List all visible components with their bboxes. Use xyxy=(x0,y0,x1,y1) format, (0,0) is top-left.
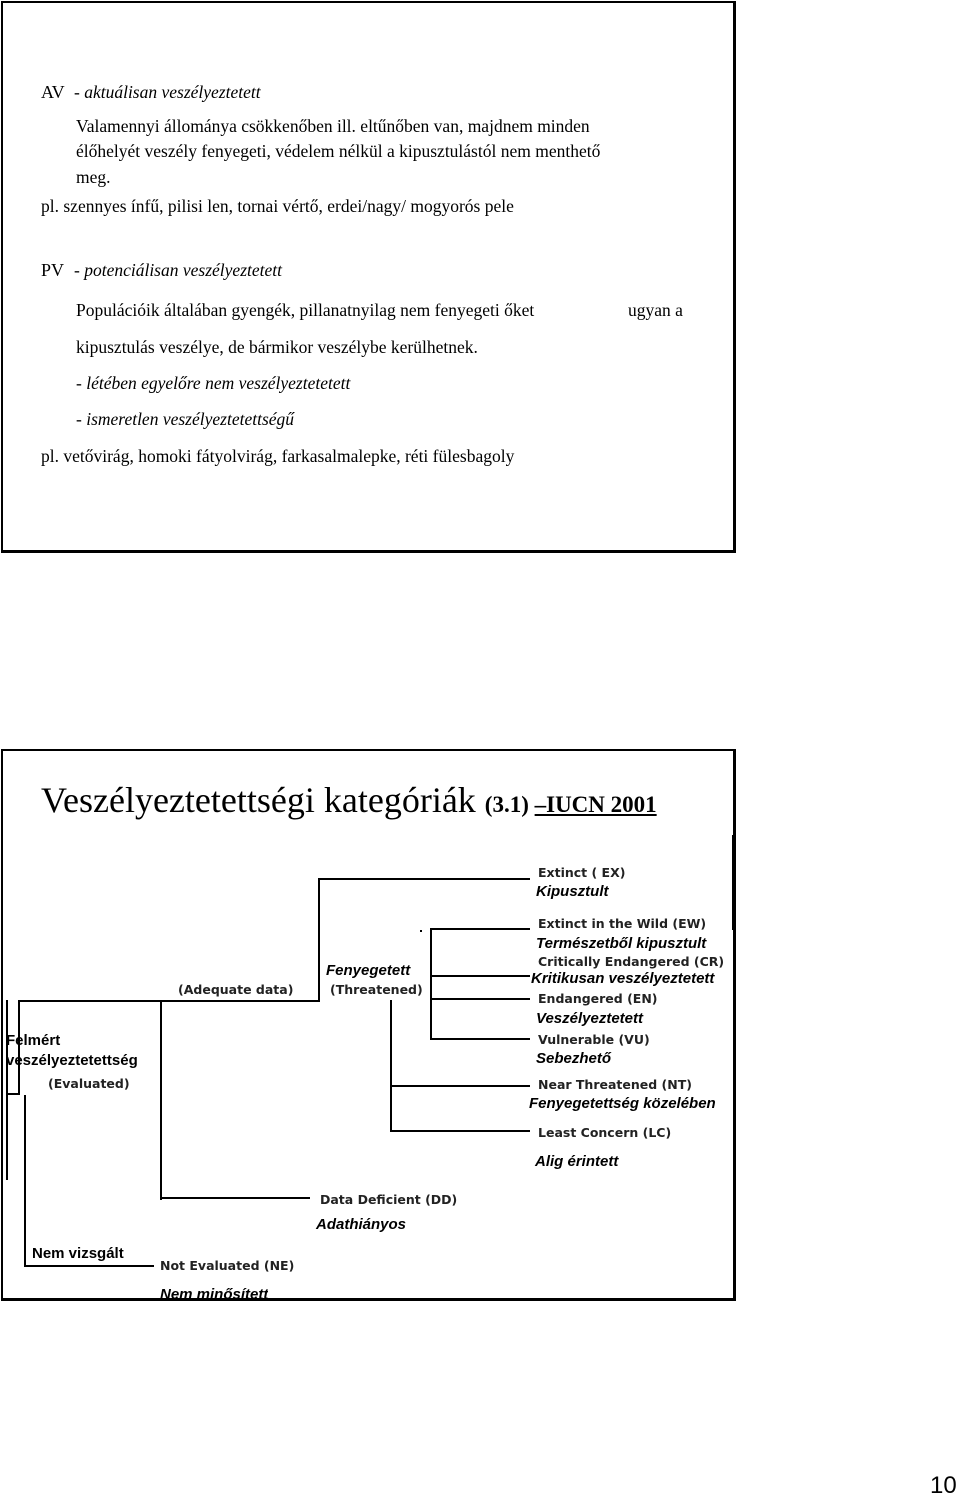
av-example: pl. szennyes ínfű, pilisi len, tornai vértő, erdei/nagy/ mogyorós pele xyxy=(41,196,514,216)
pv-text-line: kipusztulás veszélye, de bármikor veszélybe kerülhetnek. xyxy=(76,337,478,357)
threatened-english-label: (Threatened) xyxy=(330,982,423,997)
root-label: Felmért xyxy=(6,1032,61,1049)
pv-bullet: - létében egyelőre nem veszélyeztetetett xyxy=(76,373,351,393)
category-en-label: Veszélyeztetett xyxy=(536,1010,643,1027)
av-text-line: élőhelyét veszély fenyegeti, védelem nélkül a kipusztulástól nem menthető xyxy=(76,141,601,161)
av-heading: - aktuálisan veszélyeztetett xyxy=(74,82,261,102)
page-number: 10 xyxy=(930,1472,957,1499)
category-dd-english: Data Deficient (DD) xyxy=(320,1192,458,1207)
pv-abbreviation: PV xyxy=(41,260,65,280)
av-text-line: Valamennyi állománya csökkenőben ill. eltűnőben van, majdnem minden xyxy=(76,116,590,136)
category-vu-english: Vulnerable (VU) xyxy=(538,1032,650,1047)
pv-text-line: Populációik általában gyengék, pillanatnyilag nem fenyegeti őket xyxy=(76,300,535,320)
slide-title xyxy=(41,779,657,826)
pv-bullet: - ismeretlen veszélyeztetettségű xyxy=(76,409,295,429)
category-cr-label: Kritikusan veszélyeztetett xyxy=(531,970,715,987)
av-abbreviation: AV xyxy=(41,82,65,102)
category-dd-label: Adathiányos xyxy=(316,1216,407,1233)
category-ne-english: Not Evaluated (NE) xyxy=(160,1258,295,1273)
category-en-english: Endangered (EN) xyxy=(538,991,658,1006)
root-english-label: (Evaluated) xyxy=(48,1076,130,1091)
category-ex-english: Extinct ( EX) xyxy=(538,865,626,880)
category-lc-label: Alig érintett xyxy=(535,1153,619,1170)
av-text-line: meg. xyxy=(76,167,111,187)
title-iucn: –IUCN 2001 xyxy=(534,792,657,817)
not-examined-label: Nem vizsgált xyxy=(32,1245,124,1262)
category-ex-label: Kipusztult xyxy=(536,883,609,900)
category-cr-english: Critically Endangered (CR) xyxy=(538,954,725,969)
pv-text-line-end: ugyan a xyxy=(628,300,683,320)
pv-heading: - potenciálisan veszélyeztetett xyxy=(74,260,282,280)
category-nt-label: Fenyegetettség közelében xyxy=(529,1095,716,1112)
root-label: veszélyeztetettség xyxy=(6,1052,138,1069)
category-ew-label: Természetből kipusztult xyxy=(536,935,707,952)
category-ne-label: Nem minősített xyxy=(160,1286,269,1298)
category-nt-english: Near Threatened (NT) xyxy=(538,1077,692,1092)
title-version: (3.1) xyxy=(484,792,535,817)
adequate-data-label: (Adequate data) xyxy=(178,982,294,997)
category-vu-label: Sebezhető xyxy=(536,1050,612,1067)
pv-example: pl. vetővirág, homoki fátyolvirág, farkasalmalepke, réti fülesbagoly xyxy=(41,446,515,466)
title-main: Veszélyeztetettségi kategóriák xyxy=(41,780,485,820)
category-lc-english: Least Concern (LC) xyxy=(538,1125,672,1140)
threatened-label: Fenyegetett xyxy=(326,962,411,979)
category-ew-english: Extinct in the Wild (EW) xyxy=(538,916,707,931)
